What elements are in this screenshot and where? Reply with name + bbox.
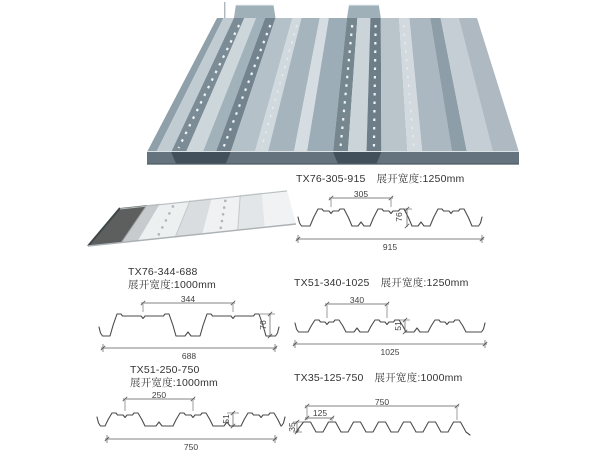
product-label-tx76-305-915 [296,171,465,186]
profile-diagram-tx51-340-1025 [291,292,491,358]
profile-diagram-tx51-250-750 [93,390,289,450]
product-label-tx35-125-750 [294,370,463,385]
dim-pitch: 305 [353,189,369,199]
dim-cover: 750 [183,442,199,450]
product-label-tx51-340-1025 [294,275,469,290]
dim-height: 51 [221,414,231,424]
dim-height: 35 [287,422,297,432]
model-code: TX76-344-688 [128,266,198,278]
product-label-tx76-344-688 [128,266,216,292]
profile-diagram-tx76-344-688 [93,294,285,361]
dim-cover: 915 [382,242,398,252]
model-code: TX76-305-915 [296,173,366,185]
model-code: TX51-340-1025 [294,277,370,289]
unfold-width: 展开宽度:1000mm [130,377,218,389]
unfold-width: 展开宽度:1000mm [128,279,216,291]
dim-pitch: 340 [349,295,365,305]
profile-diagram-tx35-125-750 [287,396,494,448]
unfold-width: 展开宽度:1250mm [376,173,465,185]
dim-cover: 1025 [380,347,400,357]
thumbnail-decking-photo [82,182,302,262]
dim-pitch: 250 [151,390,167,400]
dim-cover: 688 [181,351,197,361]
dim-height: 76 [258,320,268,330]
model-code: TX51-250-750 [130,364,200,376]
dim-cover: 750 [374,397,390,407]
model-code: TX35-125-750 [294,372,364,384]
profile-drawing [93,390,289,450]
product-label-tx51-250-750 [130,364,218,390]
dim-pitch: 125 [312,408,328,418]
dim-height: 76 [394,212,404,222]
profile-drawing [290,396,494,448]
unfold-width: 展开宽度:1000mm [374,372,463,384]
profile-diagram-tx76-305-915 [293,186,487,254]
hero-decking-photo [145,0,525,170]
dim-height: 51 [393,321,403,331]
dim-pitch: 344 [180,294,196,304]
unfold-width: 展开宽度:1250mm [380,277,469,289]
